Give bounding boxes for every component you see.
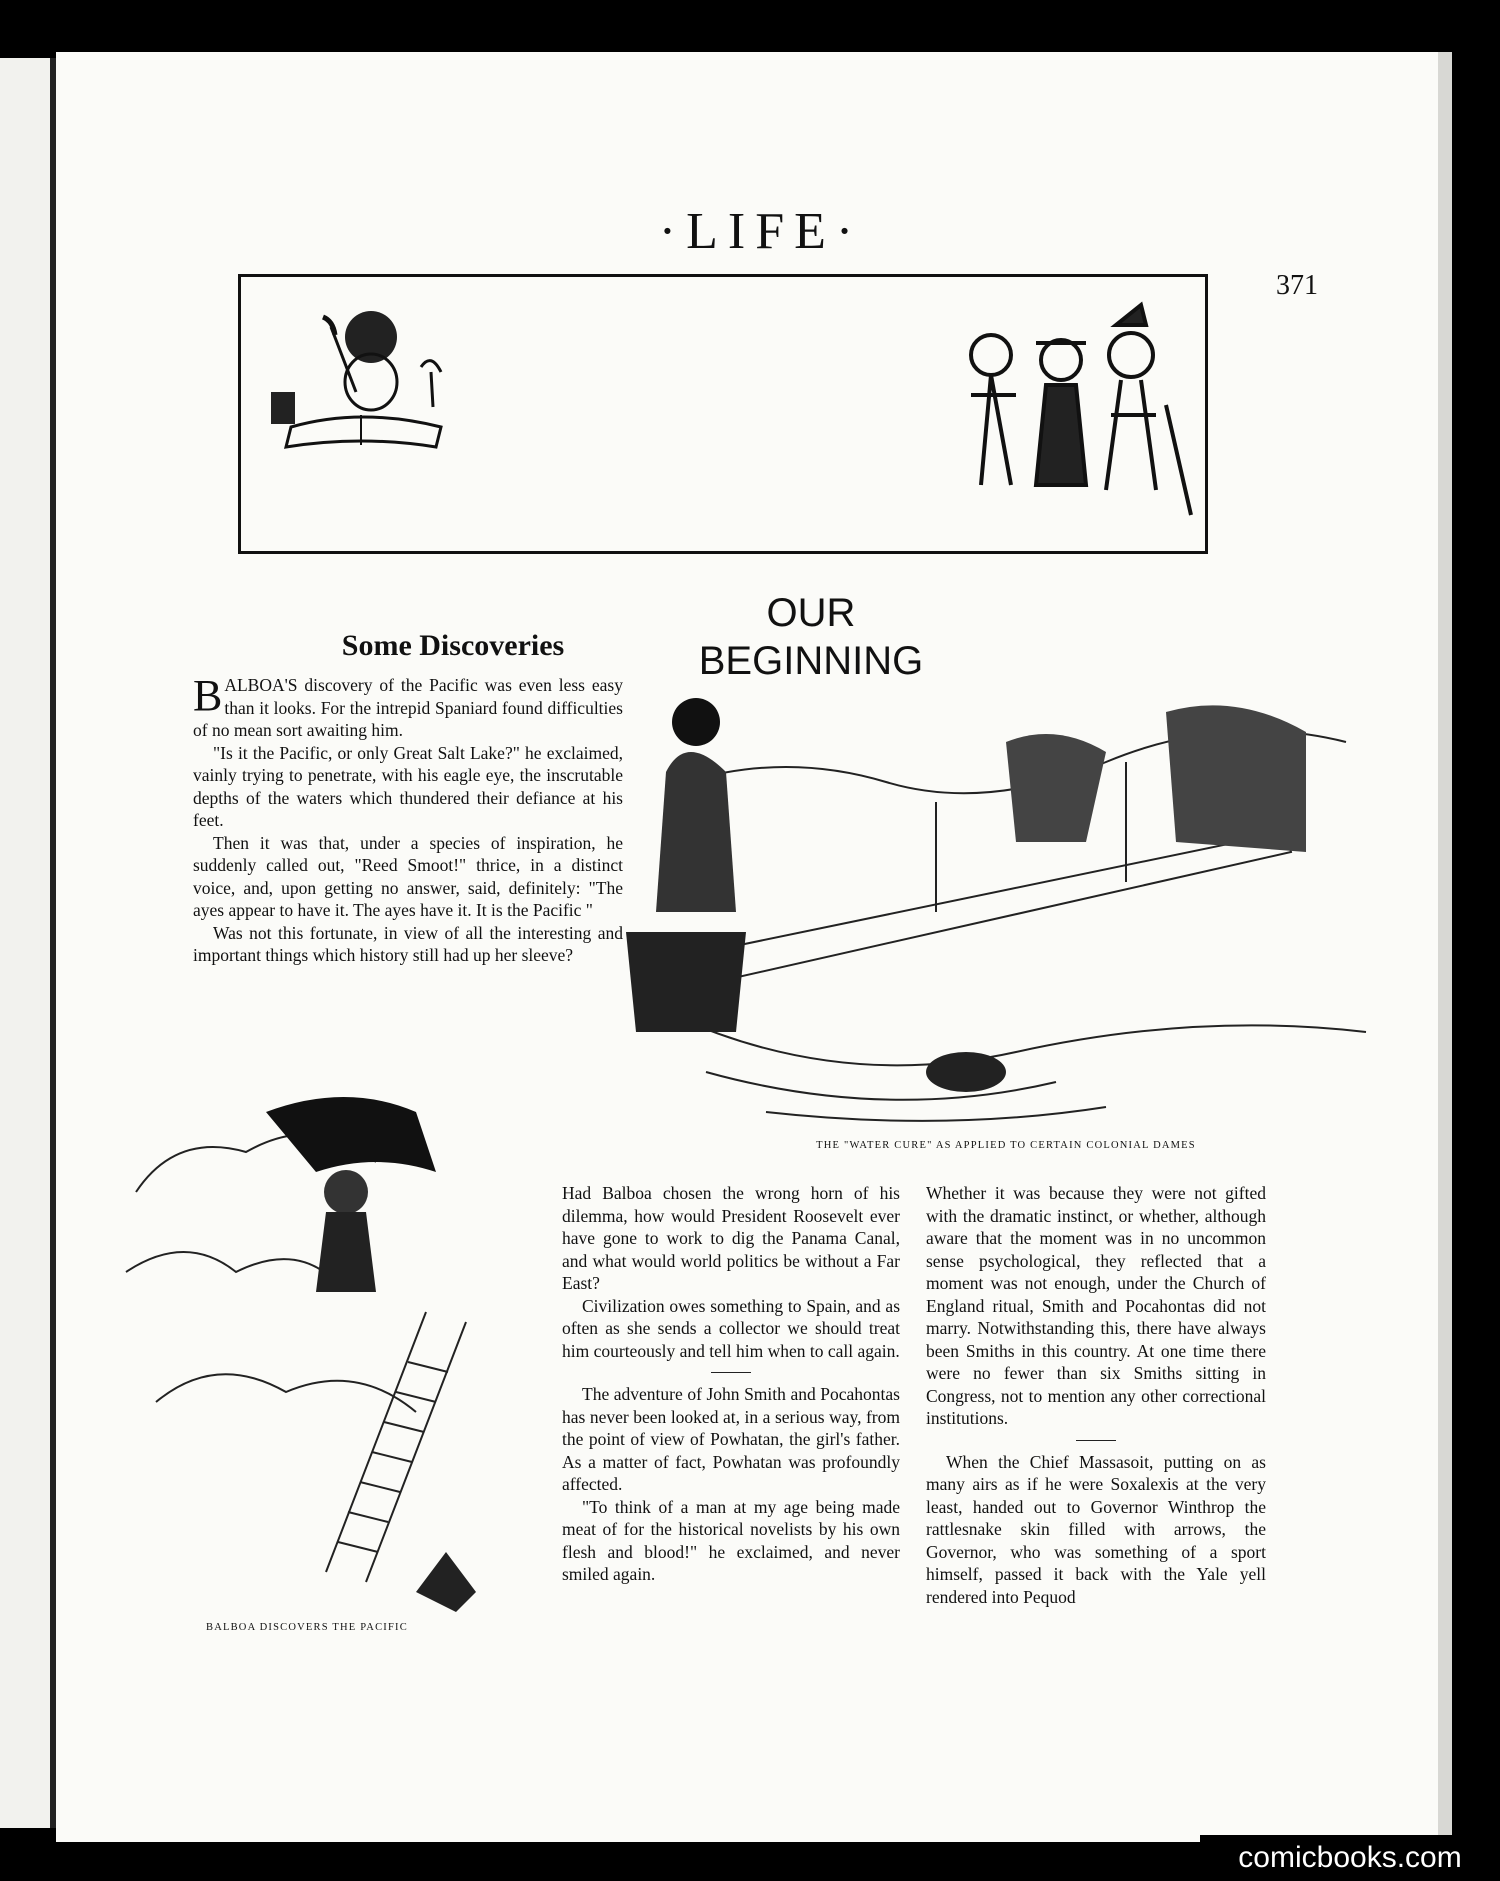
- column-1: [193, 671, 623, 967]
- column-3-paragraph: Whether it was because they were not gifted with the dramatic instinct, or whether, although aware that the moment was in no uncommon sense psychological, they reflected that a moment was not enough, under the Church of England ritual, Smith and Pocahontas did not marry. Notwithstanding this, there have always been Smiths in this country. At one time there were no fewer than six Smiths sitting in Congress, not to mention any other correctional institutions.: [926, 1183, 1266, 1428]
- dropcap: B: [193, 671, 223, 720]
- balboa-caption: BALBOA DISCOVERS THE PACIFIC: [206, 1622, 408, 1633]
- page: [56, 52, 1438, 1842]
- column-2-paragraph: The adventure of John Smith and Pocahontas has never been looked at, in a serious way, from the point of view of Powhatan, the girl's father. As a matter of fact, Powhatan was profoundly affected.: [562, 1384, 900, 1494]
- water-cure-illustration: [586, 652, 1386, 1142]
- column-2: [562, 1182, 900, 1586]
- column-3: [926, 1182, 1266, 1608]
- colonial-figures-illustration: [941, 285, 1196, 545]
- column-2-paragraph: Civilization owes something to Spain, and as often as she sends a collector we should treat him courteously and tell him when to call again.: [562, 1295, 900, 1361]
- watermark: comicbooks.com: [1200, 1835, 1500, 1881]
- section-separator: [711, 1372, 751, 1373]
- balboa-illustration: [116, 1072, 576, 1652]
- column-2-paragraph: Had Balboa chosen the wrong horn of his dilemma, how would President Roosevelt ever have gone to work to dig the Panama Canal, and what would world politics be without a Far East?: [562, 1183, 900, 1293]
- column-1-paragraph: Then it was that, under a species of inspiration, he suddenly called out, "Reed Smoot!" thrice, in a distinct voice, and, upon getting no answer, said, definitely: "The ayes appear to have it. The ayes have it. It is the Pacific ": [193, 832, 623, 920]
- water-cure-caption: THE "WATER CURE" AS APPLIED TO CERTAIN COLONIAL DAMES: [816, 1140, 1196, 1151]
- section-separator: [1076, 1440, 1116, 1441]
- header-title-line2: BEGINNING: [698, 639, 924, 683]
- column-2-paragraph: "To think of a man at my age being made meat of for the historical novelists by his own flesh and blood!" he exclaimed, and never smiled again.: [562, 1496, 900, 1584]
- header-title-line1: OUR: [766, 591, 856, 635]
- column-1-paragraph: BALBOA'S discovery of the Pacific was even less easy than it looks. For the intrepid Spaniard found difficulties of no mean sort awaiting him.: [193, 671, 623, 740]
- cherub-writing-illustration: [261, 297, 461, 472]
- masthead: ·LIFE·: [658, 203, 864, 260]
- column-3-paragraph: When the Chief Massasoit, putting on as many airs as if he were Soxalexis at the very least, handed out to Governor Winthrop the rattlesnake skin filled with arrows, the Governor, who was something of a sport himself, passed it back with the Yale yell rendered into Pequod: [926, 1451, 1266, 1607]
- column-1-paragraph: "Is it the Pacific, or only Great Salt Lake?" he exclaimed, vainly trying to penetrate, with his eagle eye, the inscrutable depths of the waters which thundered their defiance at his feet.: [193, 742, 623, 830]
- column-1-paragraph: Was not this fortunate, in view of all the interesting and important things which history still had up her sleeve?: [193, 922, 623, 965]
- left-page-edge: [0, 58, 50, 1828]
- section-heading: Some Discoveries: [341, 629, 565, 662]
- page-number: 371: [1276, 270, 1318, 301]
- page-edge: [1438, 52, 1452, 1842]
